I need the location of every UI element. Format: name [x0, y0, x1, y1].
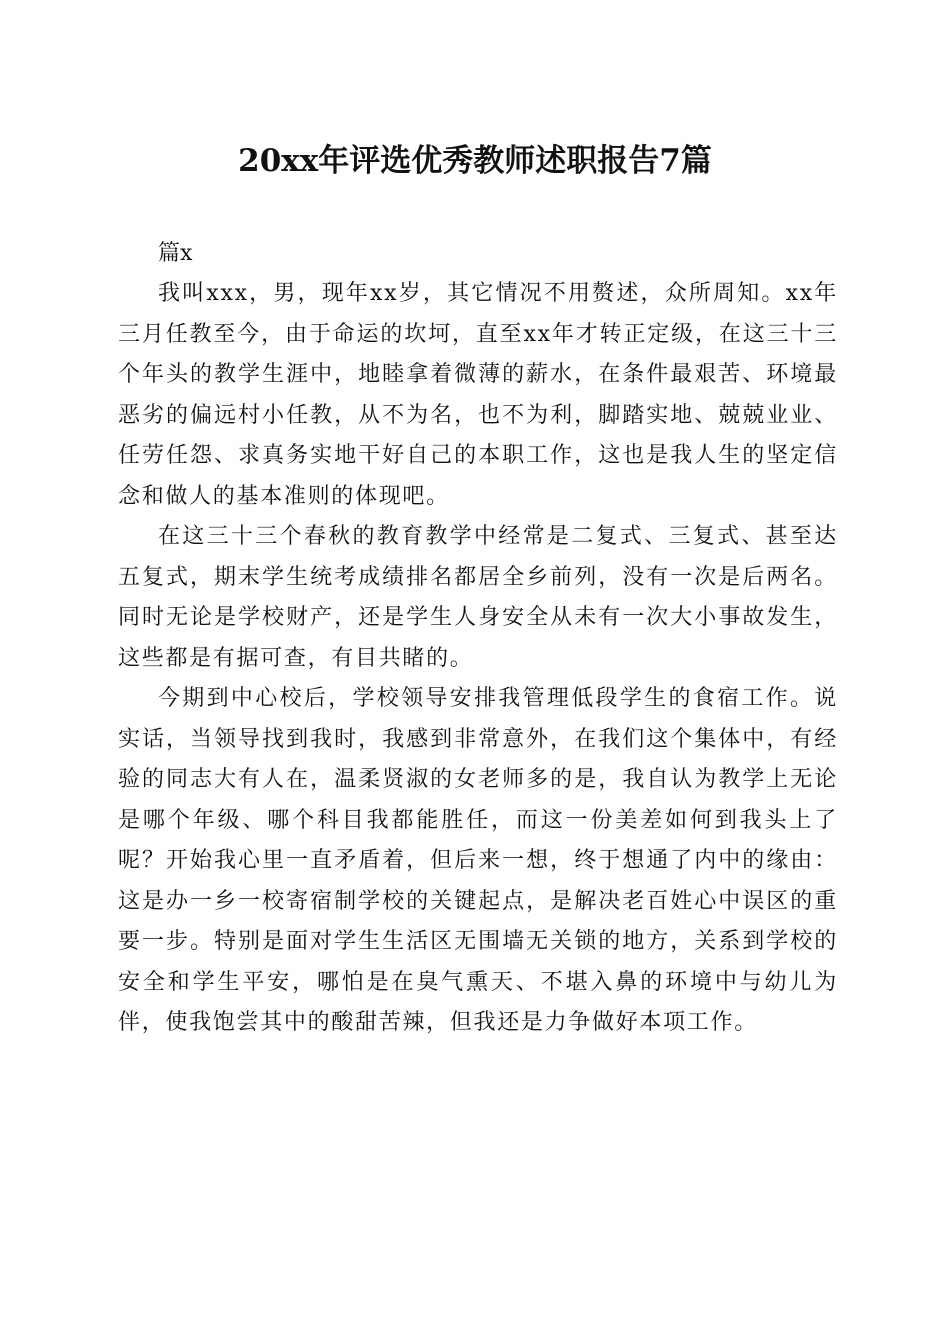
paragraph-3: 今期到中心校后，学校领导安排我管理低段学生的食宿工作。说实话，当领导找到我时，我感到非常意外，在我们这个集体中，有经验的同志大有人在，温柔贤淑的女老师多的是，我自认为教学上无论是哪个年级、哪个科目我都能胜任，而这一份美差如何到我头上了呢？开始我心里一直矛盾着，但后来一想，终于想通了内中的缘由：这是办一乡一校寄宿制学校的关键起点，是解决老百姓心中误区的重要一步。特别是面对学生生活区无围墙无关锁的地方，关系到学校的安全和学生平安，哪怕是在臭气熏天、不堪入鼻的环境中与幼儿为伴，使我饱尝其中的酸甜苦辣，但我还是力争做好本项工作。 — [118, 686, 838, 1035]
document-title: 20xx年评选优秀教师述职报告7篇 — [238, 143, 712, 179]
paragraph-1: 我叫xxx，男，现年xx岁，其它情况不用赘述，众所周知。xx年三月任教至今，由于命运的坎坷，直至xx年才转正定级，在这三十三个年头的教学生涯中，地睦拿着微薄的薪水，在条件最艰苦、环境最恶劣的偏远村小任教，从不为名，也不为利，脚踏实地、兢兢业业、任劳任怨、求真务实地干好自己的本职工作，这也是我人生的坚定信念和做人的基本准则的体现吧。 — [118, 281, 838, 509]
section-label: 篇x — [158, 241, 193, 266]
document-body — [118, 234, 838, 1044]
paragraph-2: 在这三十三个春秋的教育教学中经常是二复式、三复式、甚至达五复式，期末学生统考成绩排名都居全乡前列，没有一次是后两名。同时无论是学校财产，还是学生人身安全从未有一次大小事故发生，这些都是有据可查，有目共睹的。 — [118, 524, 838, 671]
